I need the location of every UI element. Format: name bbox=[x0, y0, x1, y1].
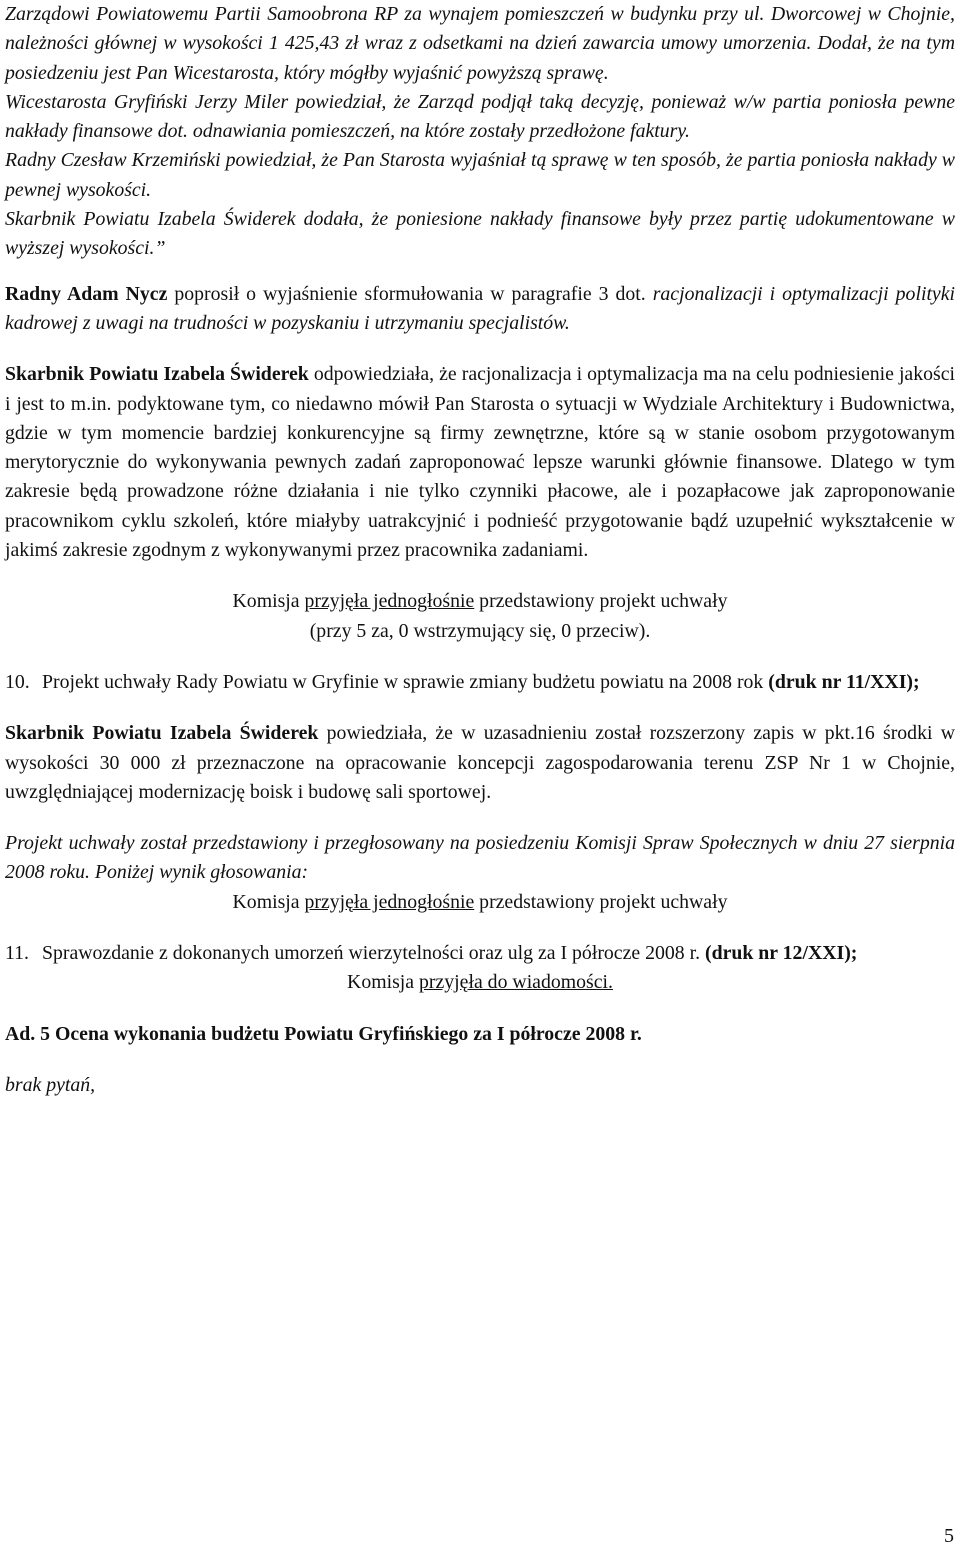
agenda-item-11 bbox=[5, 939, 955, 968]
paragraph-text: odpowiedziała, że racjonalizacja i optymalizacja ma na celu podniesienie jakości i jest to m.in. podyktowane tym, co niedawno mówił Pan Starosta o sytuacji w Wydziale Architektury i Budownictwa, gdzie w tym momencie bardziej konkurencyjne są firmy zewnętrzne, które są w stanie osobom przygotowanym merytorycznie do wykonywania pewnych zadań zaproponować lepsze warunki głównie finansowe. Dlatego w tym zakresie będą prowadzone różne działania i nie tylko czynniki płacowe, ale i pozapłacowe jak zaproponowanie pracownikom cyklu szkoleń, które miałyby uatrakcyjnić i podnieść przygotowanie bądź uzupełnić wykształcenie w jakimś zakresie zgodnym z wykonywanymi przez pracownika zadaniami. bbox=[5, 363, 955, 562]
paragraph-text: poprosił o wyjaśnienie sformułowania w paragrafie 3 dot. bbox=[167, 282, 653, 305]
speaker-name: Skarbnik Powiatu Izabela Świderek bbox=[5, 363, 309, 386]
paragraph-text: powiedziała, że w uzasadnieniu został rozszerzony zapis w pkt.16 środki w wysokości 30 000 zł przeznaczone na opracowanie koncepcji zagospodarowania terenu ZSP Nr 1 w Chojnie, uwzględniającej modernizację boisk i budowę sali sportowej. bbox=[5, 722, 955, 803]
item-number: 11. bbox=[5, 942, 29, 965]
paragraph-wicestarosta: Wicestarosta Gryfiński Jerzy Miler powiedział, że Zarząd podjął taką decyzję, ponieważ w/w partia poniosła pewne nakłady finansowe dot. odnawiania pomieszczeń, na które zostały przedłożone faktury. bbox=[5, 90, 955, 143]
paragraph-brak-pytan: brak pytań, bbox=[5, 1073, 96, 1096]
vote-result-3: Komisja przyjęła do wiadomości. bbox=[347, 971, 613, 994]
speaker-name: Radny Adam Nycz bbox=[5, 282, 168, 305]
paragraph-skarbnik-dodala: Skarbnik Powiatu Izabela Świderek dodała, że poniesione nakłady finansowe były przez partię udokumentowane w wyższej wysokości.” bbox=[5, 208, 955, 260]
paragraph-skarbnik-odpowiedz bbox=[5, 360, 955, 565]
paragraph-komisja-spraw-spolecznych: Projekt uchwały został przedstawiony i przegłosowany na posiedzeniu Komisji Spraw Społecznych w dniu 27 sierpnia 2008 roku. Poniżej wynik głosowania: bbox=[5, 832, 955, 884]
paragraph-krzeminski: Radny Czesław Krzemiński powiedział, że Pan Starosta wyjaśniał tą sprawę w ten sposób, że partia poniosła nakłady w pewnej wysokości. bbox=[5, 149, 955, 201]
paragraph-skarbnik-uzasadnienie bbox=[5, 719, 955, 807]
document-page bbox=[5, 0, 955, 1100]
paragraph-umorzenie: Zarządowi Powiatowemu Partii Samoobrona RP za wynajem pomieszczeń w budynku przy ul. Dworcowej w Chojnie, należności głównej w wysokości 1 425,43 zł wraz z odsetkami na dzień zawarcia umowy umorzenia. Dodał, że na tym posiedzeniu jest Pan Wicestarosta, który mógłby wyjaśnić powyższą sprawę. bbox=[5, 3, 955, 84]
quoted-text: racjonalizacji i optymalizacji polityki kadrowej z uwagi na trudności w pozyskaniu i utrzymaniu specjalistów. bbox=[5, 282, 955, 334]
paragraph-nycz bbox=[5, 280, 955, 339]
agenda-item-10 bbox=[5, 668, 955, 697]
item-text: Sprawozdanie z dokonanych umorzeń wierzytelności oraz ulg za I półrocze 2008 r. (druk nr 12/XXI); bbox=[42, 942, 858, 965]
page-number: 5 bbox=[944, 1525, 954, 1547]
item-text: Projekt uchwały Rady Powiatu w Gryfinie w sprawie zmiany budżetu powiatu na 2008 rok (druk nr 11/XXI); bbox=[42, 670, 920, 693]
vote-result-1: Komisja przyjęła jednogłośnie przedstawiony projekt uchwały bbox=[232, 590, 728, 613]
speaker-name: Skarbnik Powiatu Izabela Świderek bbox=[5, 722, 319, 745]
section-heading-ad5: Ad. 5 Ocena wykonania budżetu Powiatu Gryfińskiego za I półrocze 2008 r. bbox=[5, 1022, 642, 1045]
vote-result-2: Komisja przyjęła jednogłośnie przedstawiony projekt uchwały bbox=[232, 890, 728, 913]
vote-count: (przy 5 za, 0 wstrzymujący się, 0 przeciw). bbox=[309, 619, 651, 642]
item-number: 10. bbox=[5, 670, 30, 693]
